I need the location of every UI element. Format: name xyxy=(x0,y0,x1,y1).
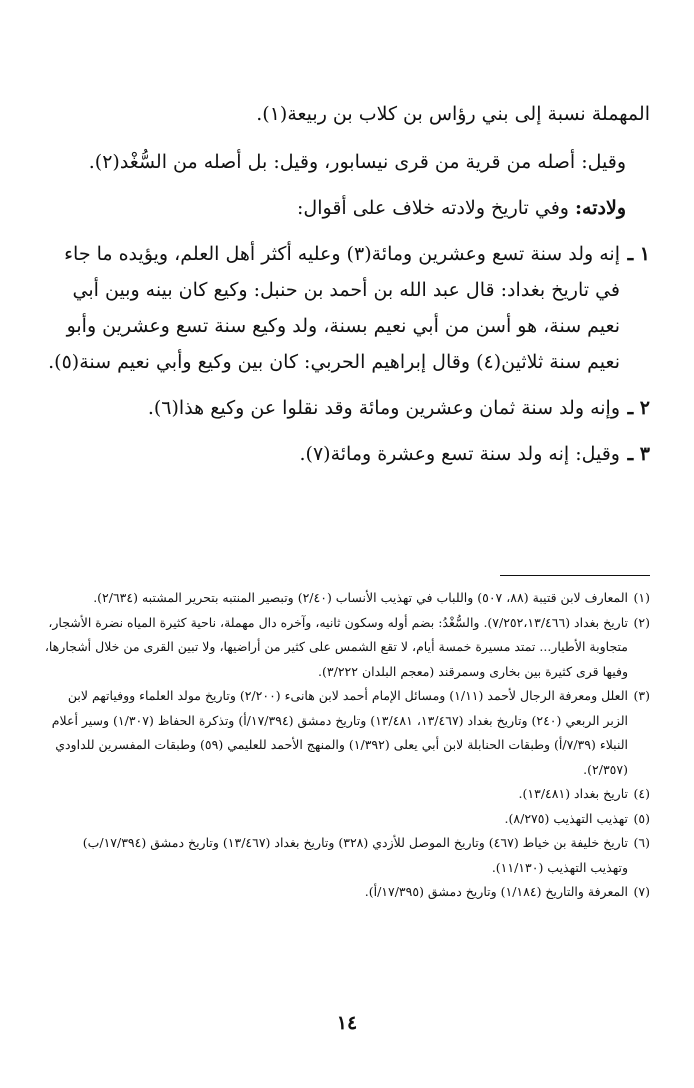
main-text xyxy=(44,96,650,482)
footnote-text: المعرفة والتاريخ (١/١٨٤) وتاريخ دمشق (١٧/٣٩٥/أ). xyxy=(364,884,628,899)
footnote-number: (٣) xyxy=(633,688,650,703)
list-item xyxy=(44,236,650,380)
footnote-text: تاريخ بغداد (١٣/٤٨١). xyxy=(518,786,628,801)
page-number: ١٤ xyxy=(336,1012,358,1034)
footnote-number: (٧) xyxy=(633,884,650,899)
footnote xyxy=(44,880,650,905)
paragraph-birth xyxy=(44,190,650,226)
footnote-divider xyxy=(500,575,650,576)
footnotes xyxy=(44,586,650,905)
footnote-number: (٥) xyxy=(633,810,650,826)
list-number: ١ ـ xyxy=(627,243,650,265)
footnote-text: تاريخ خليفة بن خياط (٤٦٧) وتاريخ الموصل للأزدي (٣٢٨) وتاريخ بغداد (١٣/٤٦٧) وتاريخ دمشق (١٧/٣٩٤/ب) وتهذيب التهذيب (١١/١٣٠). xyxy=(82,835,628,875)
birth-label: ولادته: xyxy=(575,197,626,219)
list-text: وقيل: إنه ولد سنة تسع وعشرة ومائة(٧). xyxy=(299,443,620,465)
footnote xyxy=(44,782,650,807)
footnote-number: (١) xyxy=(633,590,650,605)
footnote-text: المعارف لابن قتيبة (٨٨، ٥٠٧) واللباب في تهذيب الأنساب (٢/٤٠) وتبصير المنتبه بتحرير المشتبه (٢/٦٣٤). xyxy=(93,590,628,605)
footnote-number: (٦) xyxy=(633,835,650,850)
list-number: ٢ ـ xyxy=(627,397,650,419)
list-item xyxy=(44,390,650,426)
footnote xyxy=(44,684,650,782)
footnote-text: تاريخ بغداد (٧/٢٥٢،١٣/٤٦٦). والسُّغْدُ: بضم أوله وسكون ثانيه، وآخره دال مهملة، ناحية كثيرة المياه نضرة الأشجار، متجاوبة الأطيار... تمتد مسيرة خمسة أيام، لا تقع الشمس على كثير من أراضيها، ولا تبين القرى من خلال أشجارها، وفيها قرى كثيرة بين بخارى وسمرقند (معجم البلدان ٣/٢٢٢). xyxy=(44,614,628,679)
footnote-number: (٢) xyxy=(633,614,650,630)
footnote xyxy=(44,586,650,611)
birth-intro: وفي تاريخ ولادته خلاف على أقوال: xyxy=(297,197,569,219)
list-text: وإنه ولد سنة ثمان وعشرين ومائة وقد نقلوا عن وكيع هذا(٦). xyxy=(147,397,620,419)
footnote xyxy=(44,611,650,685)
footnote-text: تهذيب التهذيب (٨/٢٧٥). xyxy=(504,810,628,826)
footnote-number: (٤) xyxy=(633,786,650,801)
list-item xyxy=(44,436,650,472)
list-number: ٣ ـ xyxy=(627,443,650,465)
list-text: إنه ولد سنة تسع وعشرين ومائة(٣) وعليه أكثر أهل العلم، ويؤيده ما جاء في تاريخ بغداد: قال عبد الله بن أحمد بن حنبل: وكيع كان بينه وبين أبي نعيم سنة، هو أسن من أبي نعيم بسنة، ولد وكيع سنة تسع وعشرين وأبو نعيم سنة ثلاثين(٤) وقال إبراهيم الحربي: كان بين وكيع وأبي نعيم سنة(٥). xyxy=(48,243,620,373)
footnote-text: العلل ومعرفة الرجال لأحمد (١/١١) ومسائل الإمام أحمد لابن هانىء (٢/٢٠٠) وتاريخ مولد العلماء ووفياتهم لابن الزبر الربعي (٢٤٠) وتاريخ بغداد (١٣/٤٦٧، ١٣/٤٨١) وتاريخ دمشق (١٧/٣٩٤/أ) وتذكرة الحفاظ (١/٣٠٧) وسير أعلام النبلاء (٧/٣٩/أ) وطبقات الحنابلة لابن أبي يعلى (١/٣٩٢) والمنهج الأحمد للعليمي (٥٩) وطبقات المفسرين للداودي (٢/٣٥٧). xyxy=(51,688,628,777)
footnote xyxy=(44,807,650,832)
footnote xyxy=(44,831,650,880)
paragraph-origin: وقيل: أصله من قرية من قرى نيسابور، وقيل: بل أصله من السُّغْد(٢). xyxy=(88,151,626,173)
paragraph-lineage: المهملة نسبة إلى بني رؤاس بن كلاب بن ربيعة(١). xyxy=(256,103,650,125)
